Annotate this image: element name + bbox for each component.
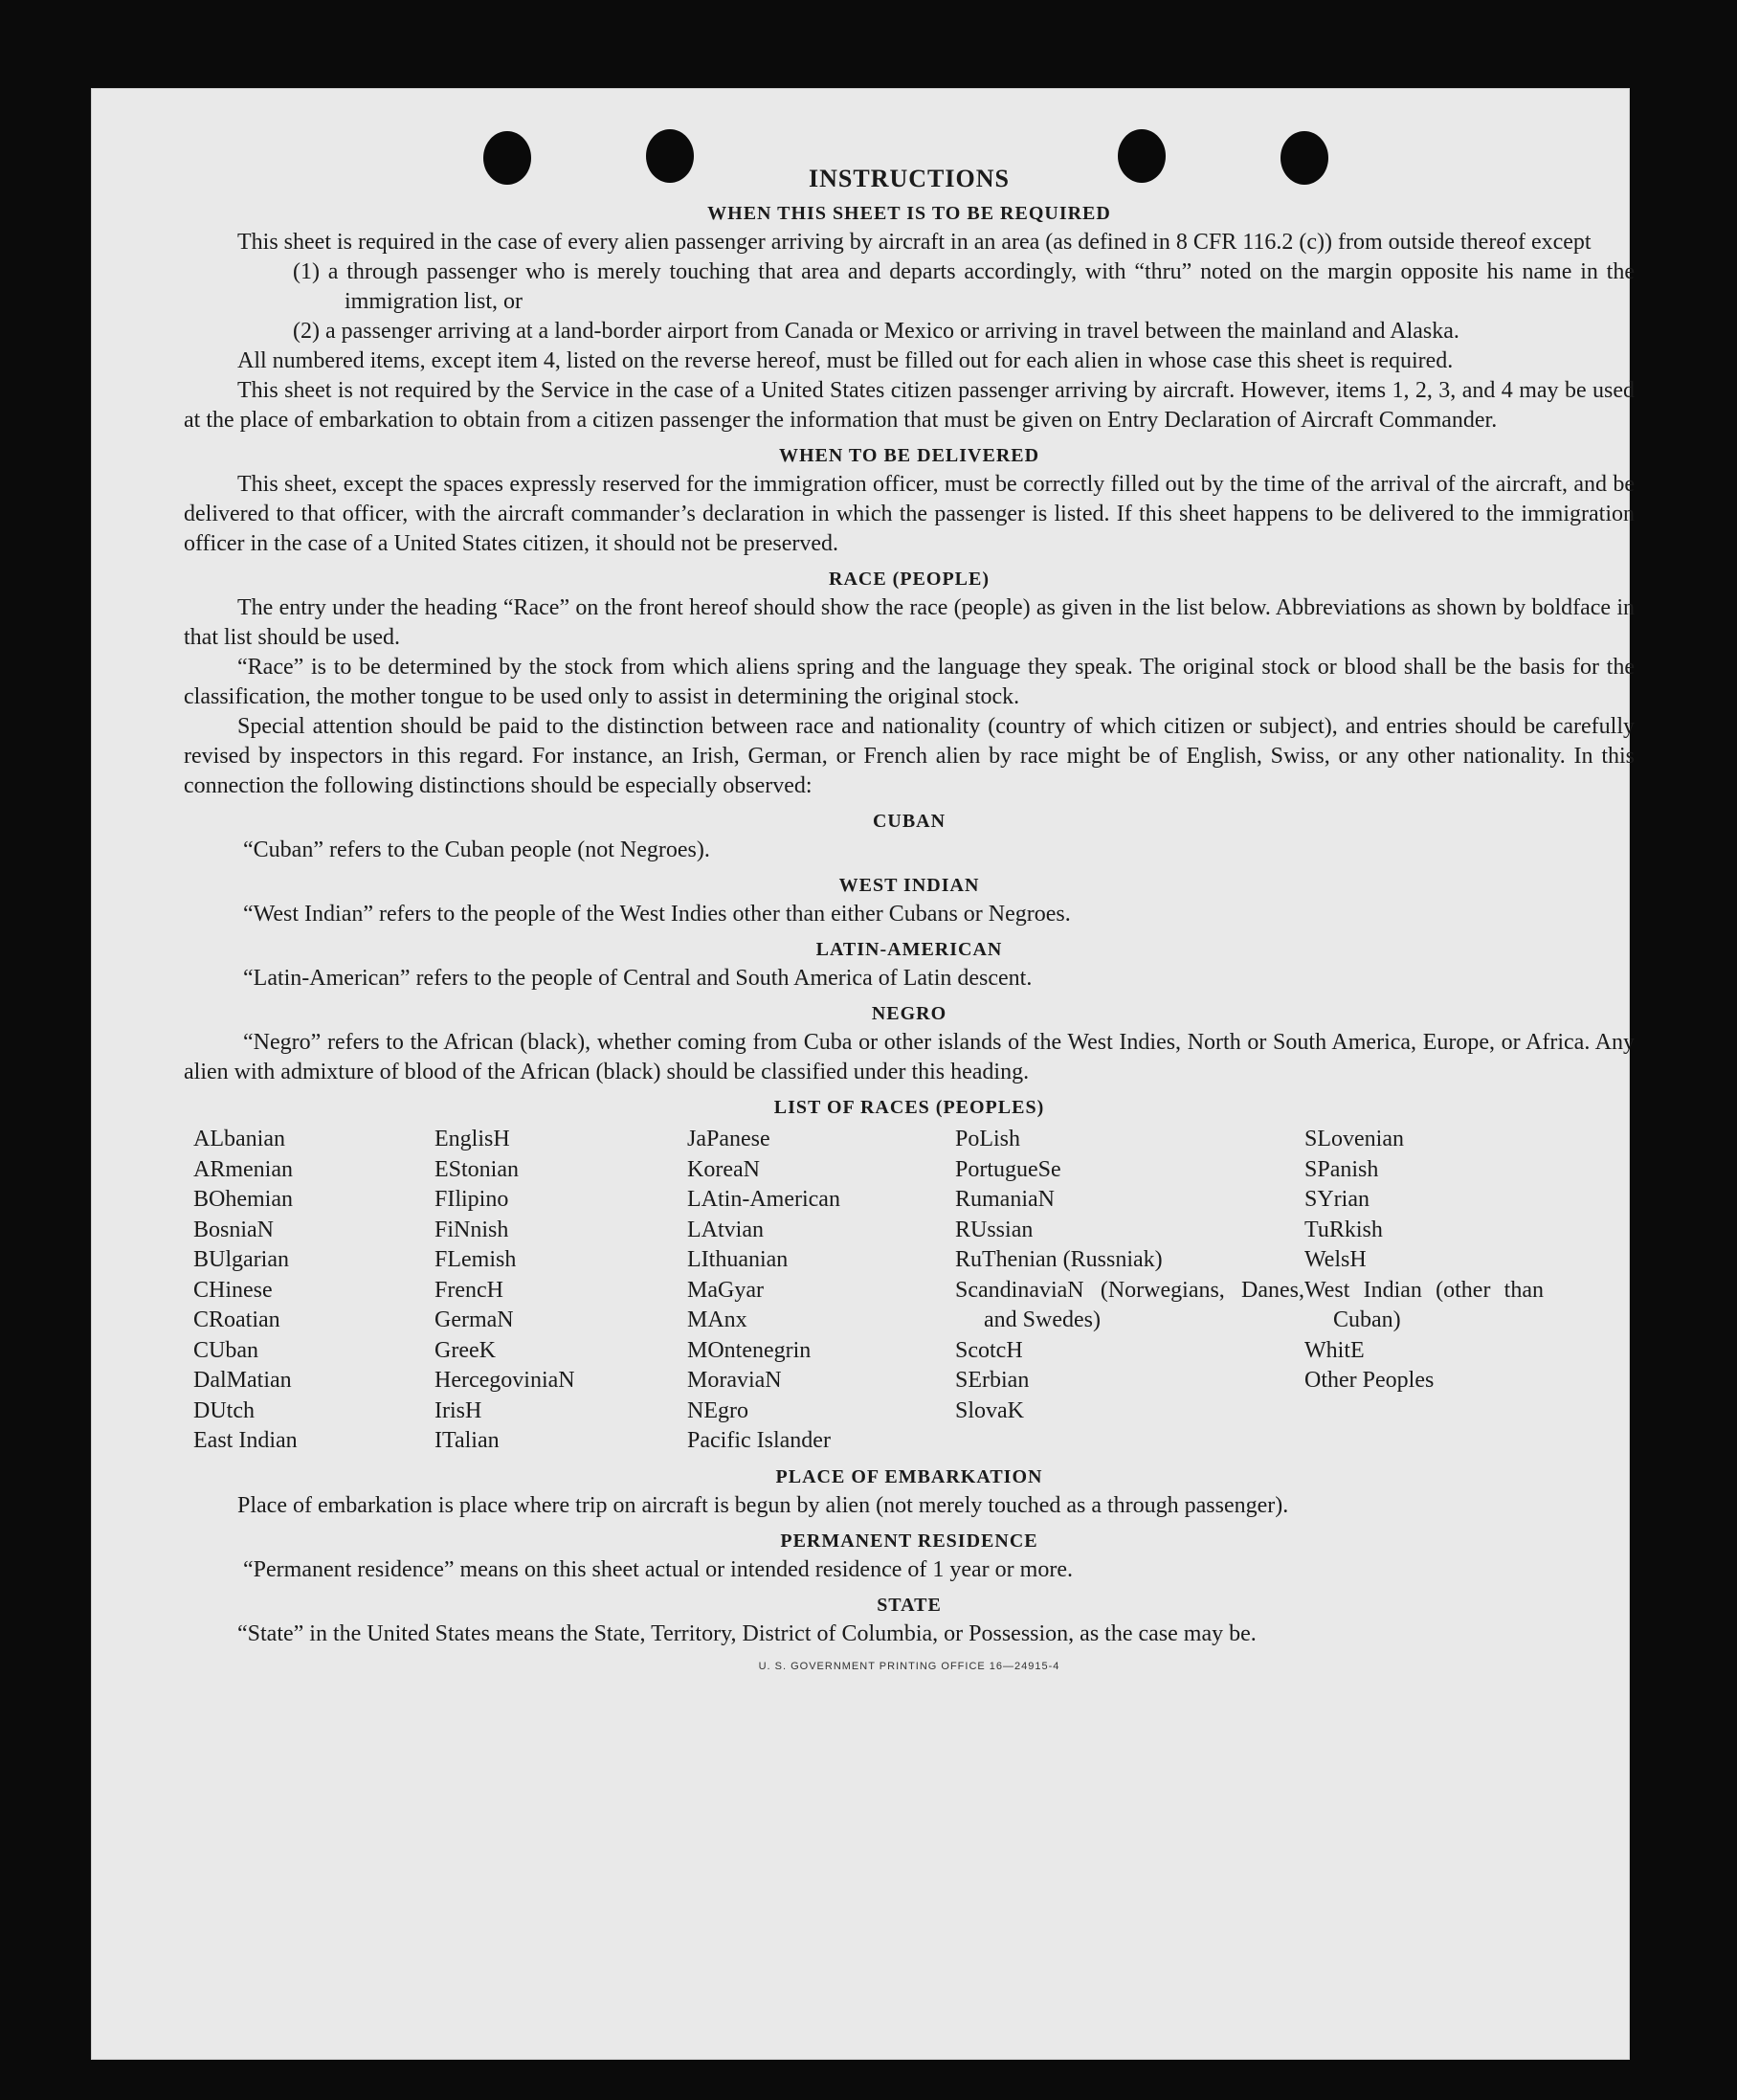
race-item: CHinese xyxy=(193,1277,273,1303)
race-item: BOhemian xyxy=(193,1187,293,1212)
race-item: FiNnish xyxy=(434,1217,509,1242)
numbered-items-paragraph: All numbered items, except item 4, listed on the reverse hereof, must be filled out for each alien in whose case this sheet is required. xyxy=(237,348,1454,373)
race-item: EnglisH xyxy=(434,1127,510,1151)
exception-1: (1) a through passenger who is merely touching that area and departs accordingly, with “thru” noted on the margin opposite his name in the immigration list, or xyxy=(293,259,1635,314)
exception-2: (2) a passenger arriving at a land-border airport from Canada or Mexico or arriving in travel between the mainland and Alaska. xyxy=(293,319,1459,344)
race-item: West Indian (other than Cuban) xyxy=(1304,1277,1544,1332)
document-sheet xyxy=(91,88,1635,2060)
race-item: Other Peoples xyxy=(1304,1368,1435,1393)
section-heading-permanent-residence: PERMANENT RESIDENCE xyxy=(780,1530,1038,1552)
section-heading-when-delivered: WHEN TO BE DELIVERED xyxy=(778,445,1040,466)
race-column xyxy=(1304,1125,1544,1457)
race-paragraph-3: Special attention should be paid to the distinction between race and nationality (country of which citizen or subject), and entries should be carefully revised by inspectors in this regard. For instance, an Irish, German, or French alien by race might be of English, Swiss, or any other nationality. In this connection the following distinctions should be especially observed: xyxy=(184,714,1635,798)
section-heading-place-of-embarkation: PLACE OF EMBARKATION xyxy=(775,1465,1043,1487)
list-of-races-heading: LIST OF RACES (PEOPLES) xyxy=(773,1097,1045,1118)
race-item: EStonian xyxy=(434,1156,519,1182)
race-item: BosniaN xyxy=(193,1217,274,1242)
section-heading-state: STATE xyxy=(877,1594,942,1616)
when-required-intro: This sheet is required in the case of every alien passenger arriving by aircraft in an area (as defined in 8 CFR 116.2 (c)) from outside thereof except xyxy=(237,230,1592,255)
race-item: ScandinaviaN (Norwegians, Danes, and Swedes) xyxy=(955,1277,1304,1332)
permanent-residence-text: “Permanent residence” means on this sheet actual or intended residence of 1 year or more. xyxy=(243,1556,1073,1582)
race-column xyxy=(955,1125,1304,1457)
distinction-text-latin-american: “Latin-American” refers to the people of Central and South America of Latin descent. xyxy=(243,966,1033,991)
race-item: JaPanese xyxy=(687,1127,770,1151)
race-item: PortugueSe xyxy=(955,1156,1061,1182)
race-item: CRoatian xyxy=(193,1307,280,1332)
race-item: FLemish xyxy=(434,1247,517,1272)
distinction-heading-negro: NEGRO xyxy=(871,1003,947,1024)
race-item: MoraviaN xyxy=(687,1368,782,1393)
race-item: LAtin-American xyxy=(687,1187,840,1212)
race-item: IrisH xyxy=(434,1397,482,1423)
race-item: FrencH xyxy=(434,1277,503,1303)
race-item: CUban xyxy=(193,1337,258,1363)
race-item: RUssian xyxy=(955,1217,1034,1242)
section-heading-race: RACE (PEOPLE) xyxy=(829,569,990,590)
race-item: MAnx xyxy=(687,1307,747,1332)
race-item: Pacific Islander xyxy=(687,1428,831,1453)
race-column xyxy=(687,1125,955,1457)
race-item: ALbanian xyxy=(193,1127,285,1151)
race-item: WhitE xyxy=(1304,1337,1365,1363)
page-title: INSTRUCTIONS xyxy=(809,165,1010,192)
race-paragraph-2: “Race” is to be determined by the stock from which aliens spring and the language they speak. The original stock or blood shall be the basis for the classification, the mother tongue to be used only to assist in determining the original stock. xyxy=(184,655,1635,709)
race-item: LAtvian xyxy=(687,1217,764,1242)
race-item: NEgro xyxy=(687,1397,748,1423)
distinction-text-cuban: “Cuban” refers to the Cuban people (not Negroes). xyxy=(243,838,710,862)
citizen-paragraph: This sheet is not required by the Service in the case of a United States citizen passenger arriving by aircraft. However, items 1, 2, 3, and 4 may be used at the place of embarkation to obtain from a citizen passenger the information that must be given on Entry Declaration of Aircraft Commander. xyxy=(184,378,1635,433)
race-item: KoreaN xyxy=(687,1156,760,1182)
place-of-embarkation-text: Place of embarkation is place where trip on aircraft is begun by alien (not merely touched as a through passenger). xyxy=(237,1492,1289,1518)
race-item: HercegoviniaN xyxy=(434,1368,575,1393)
race-item: BUlgarian xyxy=(193,1247,289,1272)
section-heading-when-required: WHEN THIS SHEET IS TO BE REQUIRED xyxy=(707,203,1111,224)
race-item: PoLish xyxy=(955,1127,1021,1151)
race-item: MaGyar xyxy=(687,1277,764,1303)
race-column xyxy=(434,1125,687,1457)
race-item: DalMatian xyxy=(193,1368,292,1393)
distinction-heading-west-indian: WEST INDIAN xyxy=(838,875,980,896)
race-item: ARmenian xyxy=(193,1156,293,1182)
race-item: RumaniaN xyxy=(955,1187,1055,1212)
race-item: FIlipino xyxy=(434,1187,509,1212)
race-item: RuThenian (Russniak) xyxy=(955,1247,1163,1272)
race-item: ITalian xyxy=(434,1428,500,1453)
race-item: WelsH xyxy=(1304,1247,1367,1272)
state-text: “State” in the United States means the State, Territory, District of Columbia, or Possession, as the case may be. xyxy=(237,1620,1257,1646)
distinction-heading-cuban: CUBAN xyxy=(872,811,946,832)
when-delivered-text: This sheet, except the spaces expressly reserved for the immigration officer, must be correctly filled out by the time of the arrival of the aircraft, and be delivered to that officer, with the aircraft commander’s declaration in which the passenger is listed. If this sheet happens to be delivered to the immigration officer in the case of a United States citizen, it should not be preserved. xyxy=(184,472,1635,556)
race-item: SErbian xyxy=(955,1368,1030,1393)
printing-office-footer: U. S. GOVERNMENT PRINTING OFFICE 16—24915-4 xyxy=(758,1660,1060,1672)
race-column xyxy=(193,1125,434,1457)
race-item: DUtch xyxy=(193,1397,255,1423)
race-item: SPanish xyxy=(1304,1156,1379,1182)
race-item: MOntenegrin xyxy=(687,1337,812,1363)
race-item: GreeK xyxy=(434,1337,496,1363)
instructions-content xyxy=(184,165,1635,1672)
race-item: East Indian xyxy=(193,1428,298,1453)
race-item: SlovaK xyxy=(955,1397,1024,1423)
distinction-heading-latin-american: LATIN-AMERICAN xyxy=(815,939,1003,960)
distinction-text-negro: “Negro” refers to the African (black), whether coming from Cuba or other islands of the West Indies, North or South America, Europe, or Africa. Any alien with admixture of blood of the African (black) should be classified under this heading. xyxy=(184,1030,1635,1084)
race-item: LIthuanian xyxy=(687,1247,789,1272)
race-item: TuRkish xyxy=(1304,1217,1383,1242)
race-list xyxy=(193,1125,1635,1457)
race-item: GermaN xyxy=(434,1307,514,1332)
race-item: SYrian xyxy=(1304,1187,1370,1212)
distinction-text-west-indian: “West Indian” refers to the people of the West Indies other than either Cubans or Negroes. xyxy=(243,902,1071,927)
race-item: SLovenian xyxy=(1304,1127,1404,1151)
race-item: ScotcH xyxy=(955,1337,1023,1363)
race-paragraph-1: The entry under the heading “Race” on the front hereof should show the race (people) as given in the list below. Abbreviations as shown by boldface in that list should be used. xyxy=(184,595,1635,650)
